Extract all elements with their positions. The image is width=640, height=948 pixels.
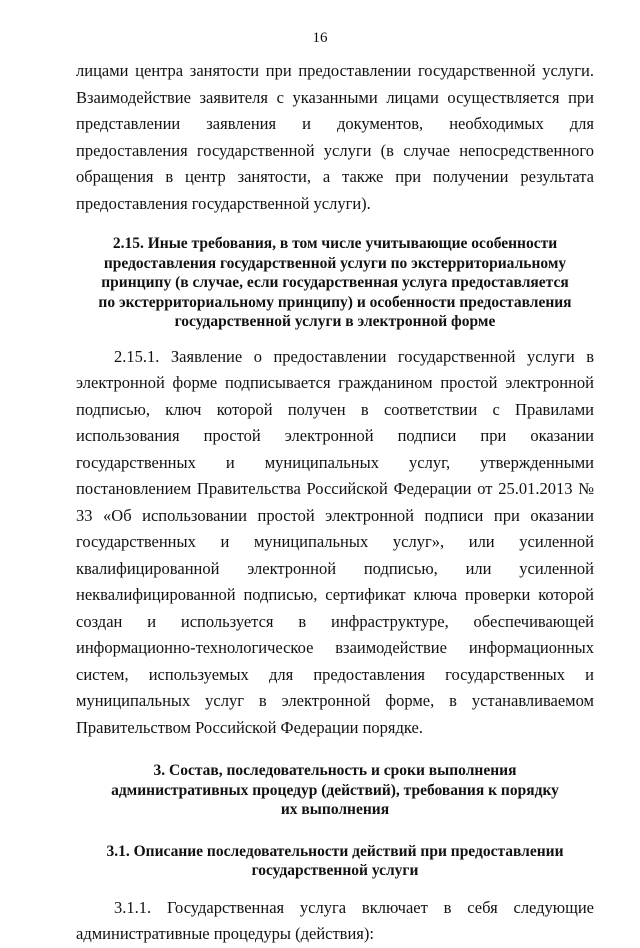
page-content <box>76 58 594 948</box>
heading-line: государственной услуги <box>251 862 419 879</box>
heading-line: 3. Состав, последовательность и сроки выполнения <box>153 762 517 779</box>
heading-line: государственной услуги в электронной форме <box>174 313 496 330</box>
heading-2-15 <box>76 234 594 332</box>
paragraph-intro: лицами центра занятости при предоставлении государственной услуги. Взаимодействие заявителя с указанными лицами осуществляется при представлении заявления и документов, необходимых для предоставления государственной услуги (в случае непосредственного обращения в центр занятости, а также при получении результата предоставления государственной услуги). <box>76 61 594 213</box>
heading-line: их выполнения <box>280 801 390 818</box>
heading-line: по экстерриториальному принципу) и особенности предоставления <box>98 293 572 311</box>
page-number: 16 <box>312 30 328 46</box>
paragraph-3-1-1: 3.1.1. Государственная услуга включает в себя следующие административные процедуры (действия): <box>76 897 594 943</box>
heading-line: принципу (в случае, если государственная услуга предоставляется <box>101 274 569 291</box>
heading-3-1 <box>76 842 594 881</box>
heading-line: 2.15. Иные требования, в том числе учитывающие особенности <box>112 235 558 252</box>
paragraph-2-15-1: 2.15.1. Заявление о предоставлении государственной услуги в электронной форме подписывается гражданином простой электронной подписью, ключ которой получен в соответствии с Правилами использования простой электронной подписи при оказании государственных и муниципальных услуг, утвержденными постановлением Правительства Российской Федерации от 25.01.2013 № 33 «Об использовании простой электронной подписи при оказании государственных и муниципальных услуг», или усиленной квалифицированной электронной подписью, или усиленной неквалифицированной подписью, сертификат ключа проверки которой создан и используется в инфраструктуре, обеспечивающей информационно-технологическое взаимодействие информационных систем, используемых для предоставления государственных и муниципальных услуг в электронной форме, в устанавливаемом Правительством Российской Федерации порядке. <box>76 346 594 737</box>
heading-line: предоставления государственной услуги по экстерриториальному <box>103 254 567 272</box>
heading-line: административных процедур (действий), требования к порядку <box>111 781 559 799</box>
heading-3 <box>76 761 594 820</box>
heading-line: 3.1. Описание последовательности действий при предоставлении <box>106 842 564 860</box>
